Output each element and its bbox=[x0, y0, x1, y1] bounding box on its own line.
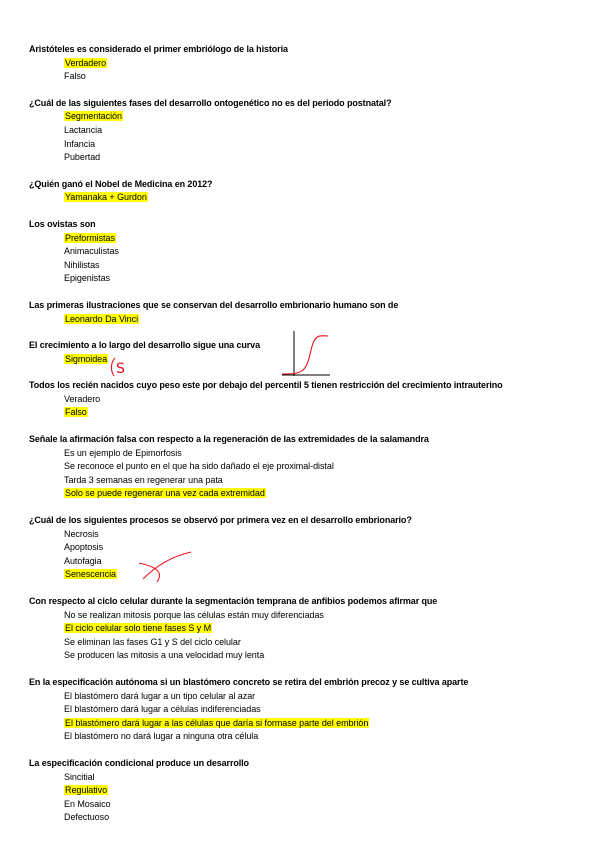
answer-option-text: No se realizan mitosis porque las células están muy diferenciadas bbox=[64, 609, 324, 620]
answer-options bbox=[29, 609, 589, 663]
answer-option bbox=[64, 771, 589, 785]
answer-option-highlighted bbox=[64, 622, 589, 636]
answer-option-text: Solo se puede regenerar una vez cada extremidad bbox=[65, 488, 265, 499]
answer-option-highlighted bbox=[64, 784, 589, 798]
answer-option-text: Leonardo Da Vinci bbox=[65, 313, 139, 324]
answer-option-text: Sincitial bbox=[64, 771, 95, 782]
answer-option bbox=[64, 798, 589, 812]
question-text: ¿Cuál de las siguientes fases del desarrollo ontogenético no es del periodo postnatal? bbox=[29, 97, 392, 108]
answer-options bbox=[29, 528, 589, 582]
answer-option-text: Yamanaka + Gurdon bbox=[65, 192, 147, 203]
answer-option bbox=[64, 690, 589, 704]
question-text: Señale la afirmación falsa con respecto a la regeneración de las extremidades de la salamandra bbox=[29, 434, 429, 445]
answer-option bbox=[64, 393, 589, 407]
answer-option bbox=[64, 555, 589, 569]
question-block bbox=[29, 218, 589, 286]
answer-options bbox=[29, 353, 589, 367]
answer-option bbox=[64, 259, 589, 273]
answer-option bbox=[64, 460, 589, 474]
answer-options bbox=[29, 690, 589, 744]
answer-option-text: Se reconoce el punto en el que ha sido dañado el eje proximal-distal bbox=[64, 461, 334, 472]
question-text: El crecimiento a lo largo del desarrollo sigue una curva bbox=[29, 340, 260, 351]
answer-option bbox=[64, 528, 589, 542]
answer-option-text: Autofagia bbox=[64, 555, 102, 566]
answer-options bbox=[29, 232, 589, 286]
answer-option-text: Falso bbox=[64, 71, 86, 82]
answer-option-text: Apoptosis bbox=[64, 542, 104, 553]
answer-option-text: Preformistas bbox=[65, 232, 115, 243]
answer-option-text: Veradero bbox=[64, 393, 101, 404]
answer-option-text: Regulativo bbox=[65, 785, 108, 796]
answer-option-text: El ciclo celular solo tiene fases S y M bbox=[65, 623, 212, 634]
answer-option-text: Tarda 3 semanas en regenerar una pata bbox=[64, 474, 223, 485]
question-text: Todos los recién nacidos cuyo peso este por debajo del percentil 5 tienen restricción del crecimiento intrauterino bbox=[29, 380, 503, 391]
answer-option bbox=[64, 636, 589, 650]
question-block bbox=[29, 178, 589, 205]
answer-option bbox=[64, 124, 589, 138]
answer-option bbox=[64, 151, 589, 165]
answer-option-text: El blastómero no dará lugar a ninguna otra célula bbox=[64, 731, 259, 742]
question-block bbox=[29, 379, 589, 420]
answer-option-text: El blastómero dará lugar a células indiferenciadas bbox=[64, 704, 261, 715]
answer-option-highlighted bbox=[64, 191, 589, 205]
answer-option-text: Nihilistas bbox=[64, 259, 100, 270]
answer-option-text: Pubertad bbox=[64, 152, 101, 163]
question-block bbox=[29, 43, 589, 84]
answer-option bbox=[64, 730, 589, 744]
question-block bbox=[29, 97, 589, 165]
question-block bbox=[29, 339, 589, 366]
answer-option bbox=[64, 474, 589, 488]
answer-option bbox=[64, 447, 589, 461]
answer-option bbox=[64, 138, 589, 152]
answer-option bbox=[64, 811, 589, 825]
question-block bbox=[29, 676, 589, 744]
answer-option-text: Sigmoidea bbox=[65, 353, 108, 364]
answer-option bbox=[64, 70, 589, 84]
answer-option-highlighted bbox=[64, 232, 589, 246]
answer-option-text: Verdadero bbox=[65, 57, 107, 68]
answer-options bbox=[29, 393, 589, 420]
question-block bbox=[29, 595, 589, 663]
answer-option bbox=[64, 649, 589, 663]
question-block bbox=[29, 299, 589, 326]
question-text: Aristóteles es considerado el primer embriólogo de la historia bbox=[29, 44, 288, 54]
question-text: Con respecto al ciclo celular durante la segmentación temprana de anfibios podemos afirmar que bbox=[29, 596, 438, 606]
answer-option-highlighted bbox=[64, 313, 589, 327]
answer-options bbox=[29, 110, 589, 164]
answer-option bbox=[64, 703, 589, 717]
handwritten-s-letter: S bbox=[116, 361, 125, 377]
question-text: En la especificación autónoma si un blastómero concreto se retira del embrión precoz y se cultiva aparte bbox=[29, 676, 469, 687]
answer-option-text: El blastómero dará lugar a un tipo celular al azar bbox=[64, 690, 256, 701]
answer-option-text: Animaculistas bbox=[64, 246, 119, 257]
question-text: ¿Quién ganó el Nobel de Medicina en 2012? bbox=[29, 178, 213, 189]
answer-option-highlighted bbox=[64, 353, 589, 367]
answer-option-text: Se eliminan las fases G1 y S del ciclo celular bbox=[64, 636, 241, 647]
question-text: Los ovistas son bbox=[29, 218, 96, 229]
answer-option-highlighted bbox=[64, 110, 589, 124]
answer-option-text: Falso bbox=[65, 407, 87, 418]
question-text: ¿Cuál de los siguientes procesos se observó por primera vez en el desarrollo embrionario? bbox=[29, 515, 412, 526]
answer-option bbox=[64, 272, 589, 286]
answer-option-text: Segmentación bbox=[65, 111, 122, 122]
answer-options bbox=[29, 313, 589, 327]
question-text: La especificación condicional produce un desarrollo bbox=[29, 757, 249, 768]
answer-option-text: Senescencia bbox=[65, 569, 116, 580]
answer-option-text: Infancia bbox=[64, 138, 96, 149]
answer-option-highlighted bbox=[64, 406, 589, 420]
answer-option-text: En Mosaico bbox=[64, 798, 111, 809]
answer-option bbox=[64, 609, 589, 623]
answer-option-highlighted bbox=[64, 717, 589, 731]
answer-option-text: Defectuoso bbox=[64, 812, 110, 823]
answer-options bbox=[29, 771, 589, 825]
question-block bbox=[29, 433, 589, 501]
answer-option bbox=[64, 541, 589, 555]
answer-option-highlighted bbox=[64, 487, 589, 501]
question-text: Las primeras ilustraciones que se conservan del desarrollo embrionario humano son de bbox=[29, 299, 399, 310]
answer-options bbox=[29, 447, 589, 501]
answer-option-text: El blastómero dará lugar a las células que daría si formase parte del embrión bbox=[65, 717, 369, 728]
question-block bbox=[29, 514, 589, 582]
answer-options bbox=[29, 57, 589, 84]
answer-option-text: Necrosis bbox=[64, 528, 99, 539]
question-list bbox=[29, 43, 589, 838]
answer-option bbox=[64, 245, 589, 259]
answer-option-text: Lactancia bbox=[64, 124, 103, 135]
answer-option-highlighted bbox=[64, 568, 589, 582]
question-block bbox=[29, 757, 589, 825]
answer-option-highlighted bbox=[64, 57, 589, 71]
answer-option-text: Es un ejemplo de Epimorfosis bbox=[64, 447, 182, 458]
answer-options bbox=[29, 191, 589, 205]
answer-option-text: Epigenistas bbox=[64, 273, 110, 284]
answer-option-text: Se producen las mitosis a una velocidad muy lenta bbox=[64, 650, 265, 661]
